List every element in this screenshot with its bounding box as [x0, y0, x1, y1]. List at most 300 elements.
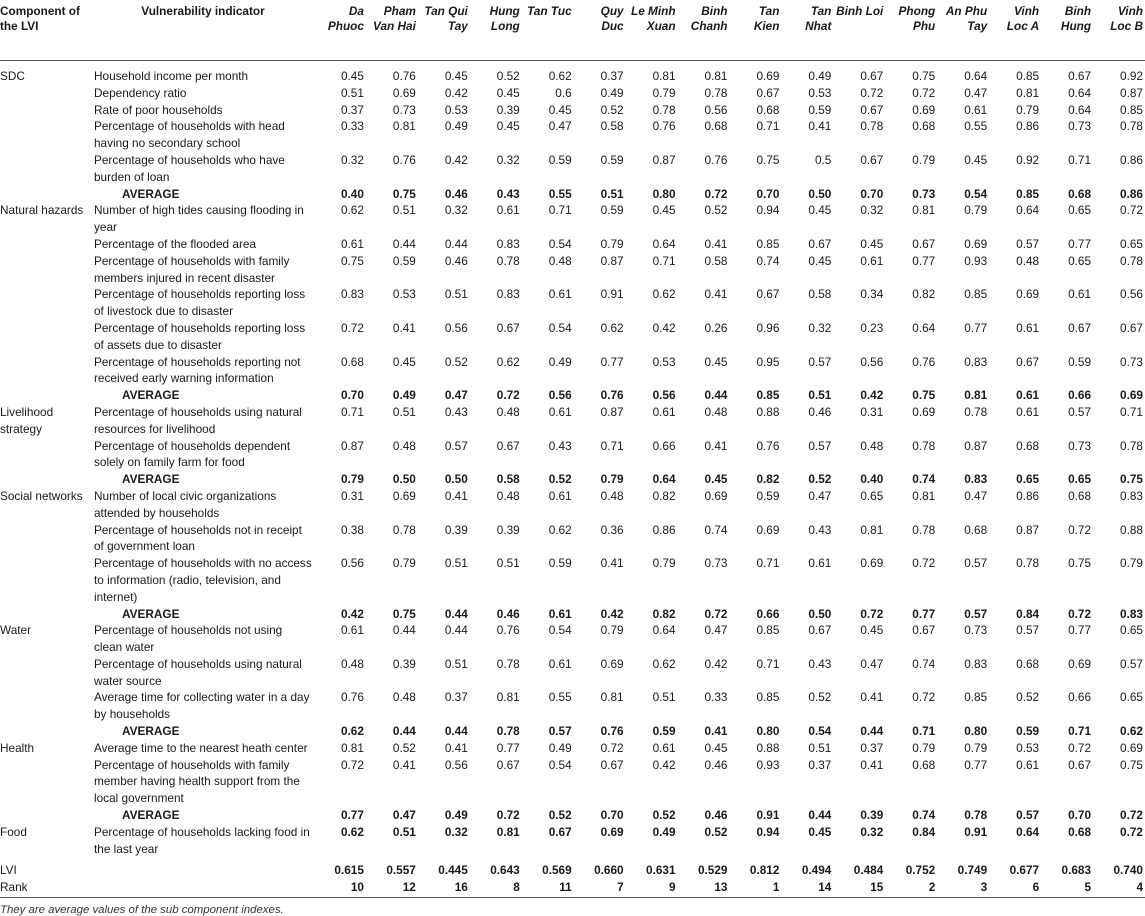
- value-cell: 0.83: [496, 236, 520, 251]
- value-cell: 0.32: [444, 824, 468, 839]
- component-cell: Livelihood strategy: [0, 404, 54, 436]
- lvi-value: 0.812: [749, 863, 780, 878]
- indicator-cell: Percentage of households who have burden of loan: [94, 152, 285, 184]
- value-cell: 0.45: [704, 472, 728, 487]
- value-cell: 0.81: [652, 69, 676, 83]
- value-cell: 0.85: [964, 287, 988, 302]
- value-cell: 0.71: [756, 556, 780, 571]
- value-cell: 0.78: [964, 404, 988, 419]
- value-cell: 0.79: [600, 623, 624, 638]
- value-cell: 0.72: [912, 690, 936, 705]
- lvi-value: 0.677: [1009, 863, 1040, 878]
- value-cell: 0.68: [340, 354, 364, 369]
- header-commune: Binh Hung: [1060, 4, 1092, 33]
- table-row: [0, 740, 1145, 757]
- value-cell: 0.67: [756, 287, 780, 302]
- value-cell: 0.81: [340, 740, 364, 755]
- value-cell: 0.76: [392, 152, 416, 167]
- value-cell: 0.85: [756, 690, 780, 705]
- table-row: [0, 656, 1145, 690]
- value-cell: 0.49: [600, 85, 624, 100]
- value-cell: 0.85: [756, 623, 780, 638]
- value-cell: 0.64: [912, 320, 936, 335]
- value-cell: 0.57: [808, 438, 832, 453]
- value-cell: 0.56: [652, 388, 676, 403]
- value-cell: 0.37: [808, 757, 832, 772]
- value-cell: 0.48: [860, 438, 884, 453]
- value-cell: 0.67: [808, 236, 832, 251]
- average-row: [0, 186, 1145, 203]
- value-cell: 0.72: [704, 606, 728, 621]
- value-cell: 0.44: [444, 623, 468, 638]
- table-row: [0, 236, 1145, 253]
- average-row: [0, 387, 1145, 404]
- value-cell: 0.45: [444, 69, 468, 83]
- value-cell: 0.42: [860, 388, 884, 403]
- value-cell: 0.62: [496, 354, 520, 369]
- value-cell: 0.77: [912, 606, 936, 621]
- value-cell: 0.46: [704, 808, 728, 823]
- value-cell: 0.72: [600, 740, 624, 755]
- value-cell: 0.74: [912, 472, 936, 487]
- value-cell: 0.39: [860, 808, 884, 823]
- value-cell: 0.57: [1016, 236, 1040, 251]
- value-cell: 0.62: [652, 287, 676, 302]
- value-cell: 0.64: [652, 623, 676, 638]
- rank-value: 9: [669, 880, 676, 895]
- value-cell: 0.81: [964, 388, 988, 403]
- value-cell: 0.67: [600, 757, 624, 772]
- value-cell: 0.67: [496, 757, 520, 772]
- value-cell: 0.79: [340, 472, 364, 487]
- value-cell: 0.61: [548, 656, 572, 671]
- value-cell: 0.32: [340, 152, 364, 167]
- value-cell: 0.70: [1068, 808, 1092, 823]
- rank-value: 2: [928, 880, 936, 895]
- value-cell: 0.59: [1016, 724, 1040, 739]
- header-commune: Tan Kien: [753, 4, 780, 33]
- value-cell: 0.39: [496, 102, 520, 117]
- value-cell: 0.77: [600, 354, 624, 369]
- value-cell: 0.67: [912, 236, 936, 251]
- value-cell: 0.75: [756, 152, 780, 167]
- table-row: [0, 824, 1145, 858]
- value-cell: 0.52: [496, 69, 520, 83]
- value-cell: 0.71: [652, 253, 676, 268]
- table-row: [0, 202, 1145, 236]
- value-cell: 0.72: [1068, 606, 1092, 621]
- header-commune: Binh Loi: [836, 4, 884, 18]
- value-cell: 0.76: [600, 388, 624, 403]
- value-cell: 0.49: [548, 740, 572, 755]
- value-cell: 0.37: [340, 102, 364, 117]
- value-cell: 0.44: [392, 724, 416, 739]
- indicator-cell: Household income per month: [94, 69, 249, 83]
- value-cell: 0.59: [1068, 354, 1092, 369]
- lvi-value: 0.569: [542, 863, 572, 878]
- value-cell: 0.88: [1120, 522, 1143, 537]
- value-cell: 0.34: [860, 287, 884, 302]
- value-cell: 0.41: [808, 119, 832, 134]
- rank-value: 10: [350, 880, 364, 895]
- value-cell: 0.48: [496, 404, 520, 419]
- value-cell: 0.64: [652, 472, 676, 487]
- value-cell: 0.83: [1120, 488, 1143, 503]
- table-row: [0, 61, 1145, 85]
- value-cell: 0.51: [808, 388, 832, 403]
- value-cell: 0.71: [340, 404, 364, 419]
- value-cell: 0.58: [496, 472, 520, 487]
- header-commune: Da Phuoc: [327, 4, 364, 33]
- table-row: [0, 286, 1145, 320]
- value-cell: 0.77: [964, 757, 988, 772]
- value-cell: 0.49: [444, 808, 468, 823]
- rank-value: 3: [980, 880, 988, 895]
- header-commune: Tan Qui Tay: [424, 4, 468, 33]
- value-cell: 0.64: [1068, 102, 1092, 117]
- value-cell: 0.45: [808, 253, 832, 268]
- value-cell: 0.64: [964, 69, 988, 83]
- value-cell: 0.69: [756, 69, 780, 83]
- value-cell: 0.52: [444, 354, 468, 369]
- indicator-cell: Average time to the nearest heath center: [94, 740, 308, 755]
- value-cell: 0.72: [860, 606, 884, 621]
- rank-value: 5: [1084, 880, 1092, 895]
- value-cell: 0.62: [1120, 724, 1143, 739]
- value-cell: 0.42: [704, 656, 728, 671]
- value-cell: 0.44: [392, 623, 416, 638]
- value-cell: 0.42: [600, 606, 624, 621]
- value-cell: 0.45: [964, 152, 988, 167]
- value-cell: 0.61: [548, 606, 572, 621]
- value-cell: 0.83: [340, 287, 364, 302]
- lvi-value: 0.631: [646, 863, 676, 878]
- value-cell: 0.41: [704, 236, 728, 251]
- average-row: [0, 471, 1145, 488]
- value-cell: 0.42: [652, 757, 676, 772]
- value-cell: 0.59: [548, 152, 572, 167]
- value-cell: 0.69: [912, 404, 936, 419]
- value-cell: 0.57: [808, 354, 832, 369]
- value-cell: 0.79: [1016, 102, 1040, 117]
- value-cell: 0.32: [860, 203, 884, 218]
- lvi-row: [0, 857, 1145, 879]
- value-cell: 0.65: [1120, 690, 1143, 705]
- lvi-value: 0.445: [438, 863, 468, 878]
- value-cell: 0.78: [496, 656, 520, 671]
- value-cell: 0.79: [392, 556, 416, 571]
- value-cell: 0.70: [860, 186, 884, 201]
- value-cell: 0.66: [1068, 388, 1092, 403]
- header-commune: Binh Chanh: [690, 4, 728, 33]
- value-cell: 0.54: [548, 320, 572, 335]
- value-cell: 0.39: [444, 522, 468, 537]
- value-cell: 0.59: [392, 253, 416, 268]
- value-cell: 0.62: [340, 203, 364, 218]
- component-cell: [0, 555, 92, 605]
- value-cell: 0.79: [652, 85, 676, 100]
- value-cell: 0.84: [912, 824, 936, 839]
- lvi-value: 0.740: [1113, 863, 1143, 878]
- value-cell: 0.56: [444, 320, 468, 335]
- value-cell: 0.69: [392, 85, 416, 100]
- component-cell: [0, 186, 92, 203]
- value-cell: 0.23: [860, 320, 884, 335]
- value-cell: 0.69: [1120, 388, 1143, 403]
- value-cell: 0.50: [808, 606, 832, 621]
- value-cell: 0.59: [600, 203, 624, 218]
- value-cell: 0.64: [1016, 203, 1040, 218]
- value-cell: 0.67: [1068, 757, 1092, 772]
- value-cell: 0.87: [652, 152, 676, 167]
- value-cell: 0.61: [860, 253, 884, 268]
- value-cell: 0.61: [548, 287, 572, 302]
- value-cell: 0.56: [860, 354, 884, 369]
- value-cell: 0.84: [1016, 606, 1040, 621]
- value-cell: 0.67: [496, 320, 520, 335]
- value-cell: 0.61: [340, 623, 364, 638]
- value-cell: 0.41: [860, 690, 884, 705]
- value-cell: 0.48: [1016, 253, 1040, 268]
- rank-label: Rank: [0, 880, 28, 895]
- value-cell: 0.87: [600, 253, 624, 268]
- value-cell: 0.82: [756, 472, 780, 487]
- value-cell: 0.43: [808, 656, 832, 671]
- lvi-value: 0.683: [1061, 863, 1092, 878]
- value-cell: 0.48: [496, 488, 520, 503]
- lvi-value: 0.494: [801, 863, 832, 878]
- value-cell: 0.40: [340, 186, 364, 201]
- value-cell: 0.75: [1120, 757, 1143, 772]
- value-cell: 0.41: [392, 320, 416, 335]
- value-cell: 0.61: [1068, 287, 1092, 302]
- value-cell: 0.44: [808, 808, 832, 823]
- value-cell: 0.59: [652, 724, 676, 739]
- value-cell: 0.83: [964, 354, 988, 369]
- value-cell: 0.32: [444, 203, 468, 218]
- value-cell: 0.74: [756, 253, 780, 268]
- indicator-cell: AVERAGE: [122, 472, 180, 487]
- value-cell: 0.68: [912, 757, 936, 772]
- value-cell: 0.55: [548, 186, 572, 201]
- value-cell: 0.75: [340, 253, 364, 268]
- value-cell: 0.66: [1068, 690, 1092, 705]
- value-cell: 0.61: [652, 740, 676, 755]
- value-cell: 0.57: [1016, 808, 1040, 823]
- value-cell: 0.59: [756, 488, 780, 503]
- value-cell: 0.61: [1016, 757, 1040, 772]
- value-cell: 0.68: [756, 102, 780, 117]
- value-cell: 0.32: [496, 152, 520, 167]
- value-cell: 0.56: [548, 388, 572, 403]
- value-cell: 0.73: [704, 556, 728, 571]
- value-cell: 0.83: [964, 472, 988, 487]
- value-cell: 0.67: [1068, 320, 1092, 335]
- component-cell: [0, 387, 92, 404]
- value-cell: 0.52: [600, 102, 624, 117]
- value-cell: 0.78: [652, 102, 676, 117]
- value-cell: 0.54: [548, 757, 572, 772]
- value-cell: 0.67: [496, 438, 520, 453]
- component-cell: Health: [0, 740, 35, 755]
- value-cell: 0.44: [444, 724, 468, 739]
- value-cell: 0.45: [808, 824, 832, 839]
- component-cell: [0, 236, 92, 253]
- value-cell: 0.67: [808, 623, 832, 638]
- value-cell: 0.52: [548, 808, 572, 823]
- value-cell: 0.58: [600, 119, 624, 134]
- component-cell: [0, 438, 92, 472]
- value-cell: 0.62: [340, 724, 364, 739]
- value-cell: 0.77: [1068, 623, 1092, 638]
- lvi-value: 0.484: [853, 863, 884, 878]
- value-cell: 0.75: [1120, 472, 1143, 487]
- value-cell: 0.64: [1068, 85, 1092, 100]
- value-cell: 0.79: [912, 152, 936, 167]
- value-cell: 0.72: [496, 388, 520, 403]
- value-cell: 0.51: [392, 404, 416, 419]
- value-cell: 0.87: [1120, 85, 1143, 100]
- value-cell: 0.42: [340, 606, 364, 621]
- value-cell: 0.39: [496, 522, 520, 537]
- value-cell: 0.65: [1120, 623, 1143, 638]
- indicator-cell: Percentage of households with family members injured in recent disaster: [94, 253, 290, 285]
- rank-spacer: [92, 879, 314, 897]
- table-row: [0, 488, 1145, 522]
- value-cell: 0.52: [808, 690, 832, 705]
- value-cell: 0.69: [600, 656, 624, 671]
- value-cell: 0.72: [912, 85, 936, 100]
- value-cell: 0.69: [704, 488, 728, 503]
- rank-value: 16: [454, 880, 468, 895]
- value-cell: 0.71: [756, 656, 780, 671]
- value-cell: 0.61: [808, 556, 832, 571]
- value-cell: 0.67: [860, 152, 884, 167]
- value-cell: 0.67: [756, 85, 780, 100]
- value-cell: 0.45: [652, 203, 676, 218]
- value-cell: 0.49: [444, 119, 468, 134]
- value-cell: 0.51: [392, 824, 416, 839]
- value-cell: 0.70: [756, 186, 780, 201]
- indicator-cell: Rate of poor households: [94, 102, 223, 117]
- value-cell: 0.71: [1120, 404, 1143, 419]
- value-cell: 0.79: [600, 236, 624, 251]
- value-cell: 0.31: [340, 488, 364, 503]
- value-cell: 0.48: [392, 438, 416, 453]
- header-indicator: Vulnerability indicator: [141, 4, 265, 18]
- indicator-cell: Percentage of households with no access to information (radio, television, and internet): [94, 556, 312, 604]
- value-cell: 0.46: [496, 606, 520, 621]
- value-cell: 0.69: [964, 236, 988, 251]
- table-footnote: They are average values of the sub component indexes.: [0, 904, 284, 916]
- value-cell: 0.79: [1120, 556, 1143, 571]
- value-cell: 0.75: [912, 388, 936, 403]
- value-cell: 0.57: [1068, 404, 1092, 419]
- value-cell: 0.72: [912, 556, 936, 571]
- value-cell: 0.78: [1120, 119, 1143, 134]
- component-cell: [0, 354, 92, 388]
- value-cell: 0.58: [808, 287, 832, 302]
- value-cell: 0.79: [964, 203, 988, 218]
- indicator-cell: AVERAGE: [122, 388, 180, 403]
- value-cell: 0.42: [444, 152, 468, 167]
- value-cell: 0.41: [444, 488, 468, 503]
- rank-value: 7: [617, 880, 624, 895]
- value-cell: 0.57: [1120, 656, 1143, 671]
- value-cell: 0.62: [340, 824, 364, 839]
- header-commune: Le Minh Xuan: [631, 4, 676, 33]
- header-commune: Vinh Loc B: [1110, 4, 1143, 33]
- value-cell: 0.72: [1120, 824, 1143, 839]
- value-cell: 0.44: [444, 606, 468, 621]
- value-cell: 0.72: [1068, 740, 1092, 755]
- value-cell: 0.55: [964, 119, 988, 134]
- value-cell: 0.68: [1016, 656, 1040, 671]
- value-cell: 0.37: [600, 69, 624, 83]
- header-commune: Hung Long: [489, 4, 520, 33]
- value-cell: 0.46: [444, 186, 468, 201]
- value-cell: 0.62: [652, 656, 676, 671]
- component-cell: [0, 85, 92, 102]
- value-cell: 0.67: [912, 623, 936, 638]
- value-cell: 0.43: [548, 438, 572, 453]
- value-cell: 0.57: [964, 556, 988, 571]
- average-row: [0, 723, 1145, 740]
- value-cell: 0.45: [392, 354, 416, 369]
- value-cell: 0.76: [704, 152, 728, 167]
- header-commune: Tan Nhat: [805, 4, 832, 33]
- value-cell: 0.86: [1016, 488, 1040, 503]
- value-cell: 0.76: [392, 69, 416, 83]
- value-cell: 0.69: [1068, 656, 1092, 671]
- value-cell: 0.59: [808, 102, 832, 117]
- value-cell: 0.69: [600, 824, 624, 839]
- value-cell: 0.74: [912, 656, 936, 671]
- value-cell: 0.69: [1016, 287, 1040, 302]
- value-cell: 0.86: [1120, 152, 1143, 167]
- value-cell: 0.79: [600, 472, 624, 487]
- value-cell: 0.76: [340, 690, 364, 705]
- table-row: [0, 622, 1145, 656]
- component-cell: [0, 522, 92, 556]
- indicator-cell: AVERAGE: [122, 724, 180, 739]
- value-cell: 0.45: [704, 740, 728, 755]
- value-cell: 0.61: [1016, 388, 1040, 403]
- value-cell: 0.46: [444, 253, 468, 268]
- value-cell: 0.83: [496, 287, 520, 302]
- value-cell: 0.5: [814, 152, 832, 167]
- value-cell: 0.45: [860, 623, 884, 638]
- value-cell: 0.45: [548, 102, 572, 117]
- value-cell: 0.81: [860, 522, 884, 537]
- table-row: [0, 152, 1145, 186]
- header-commune: An Phu Tay: [945, 4, 988, 33]
- value-cell: 0.80: [964, 724, 988, 739]
- value-cell: 0.88: [756, 740, 780, 755]
- value-cell: 0.43: [808, 522, 832, 537]
- table-row: [0, 320, 1145, 354]
- value-cell: 0.51: [392, 203, 416, 218]
- rank-value: 1: [772, 880, 780, 895]
- table-row: [0, 689, 1145, 723]
- value-cell: 0.73: [392, 102, 416, 117]
- header-commune: Tan Tuc: [527, 4, 572, 18]
- value-cell: 0.78: [1016, 556, 1040, 571]
- value-cell: 0.57: [548, 724, 572, 739]
- value-cell: 0.75: [392, 186, 416, 201]
- value-cell: 0.76: [496, 623, 520, 638]
- value-cell: 0.65: [1068, 253, 1092, 268]
